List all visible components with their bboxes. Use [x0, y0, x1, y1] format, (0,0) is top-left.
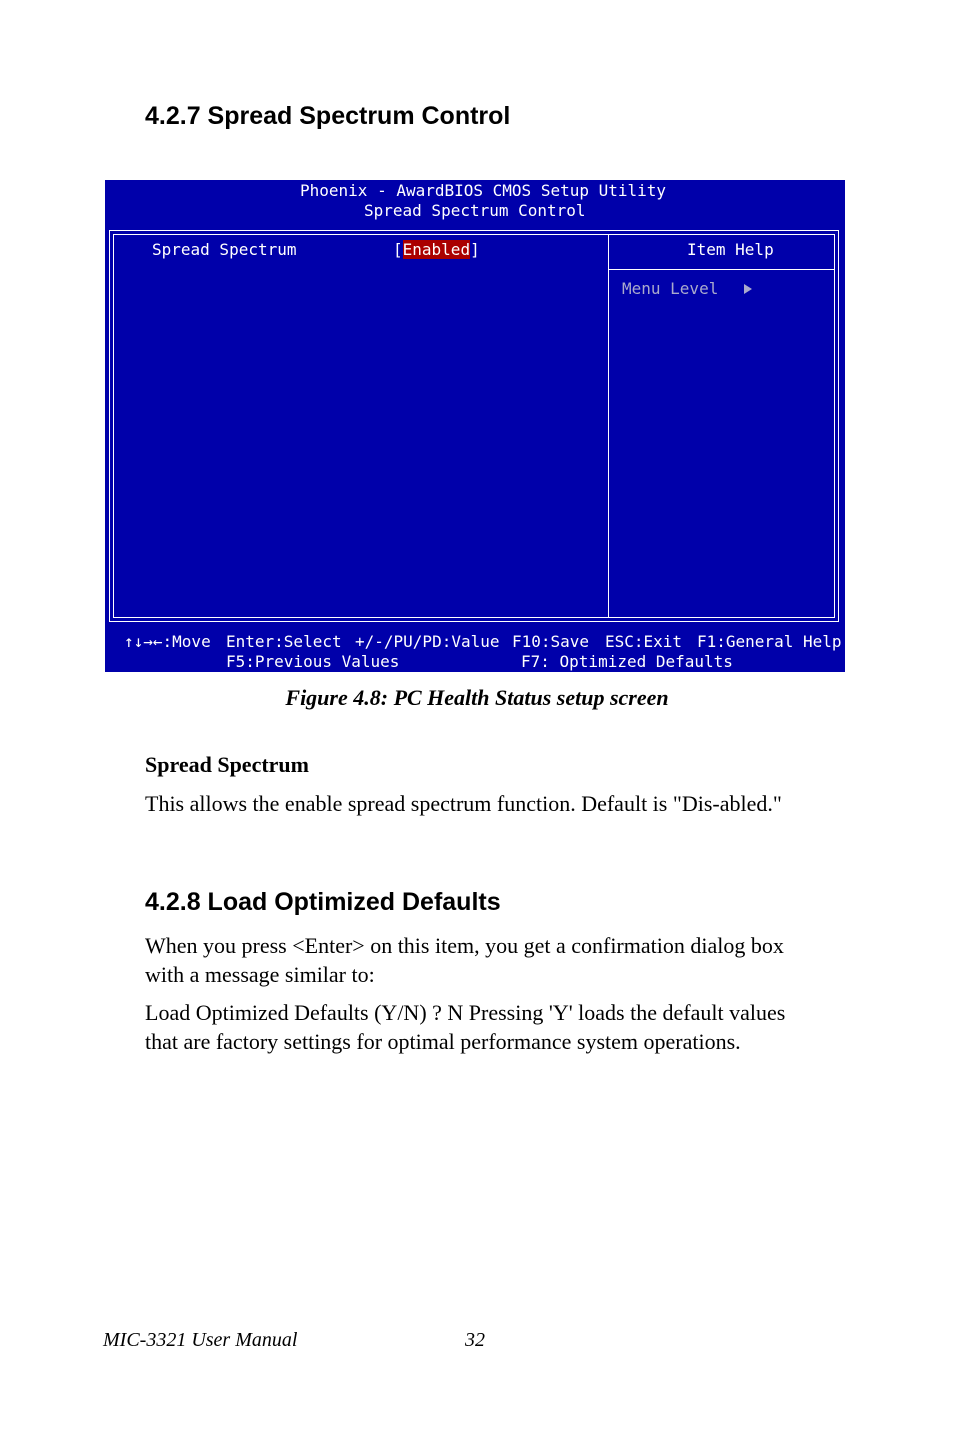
spread-spectrum-description: This allows the enable spread spectrum function. Default is "Dis-abled.": [145, 791, 782, 816]
footer-manual-title: MIC-3321 User Manual: [103, 1329, 298, 1351]
bios-divider-vertical: [608, 234, 609, 618]
footer-page-number: 32: [465, 1329, 485, 1351]
bios-divider-help: [609, 269, 835, 270]
bios-subtitle: Spread Spectrum Control: [364, 201, 586, 220]
bios-item-spread-spectrum-value[interactable]: [393, 240, 480, 260]
section-heading-spread-spectrum-control: 4.2.7 Spread Spectrum Control: [145, 102, 511, 130]
paragraph-line: Load Optimized Defaults (Y/N) ? N Pressing 'Y' loads the default values: [145, 1000, 786, 1025]
bracket-open: [: [393, 240, 403, 259]
bios-footer-optimized-defaults: F7: Optimized Defaults: [521, 652, 733, 671]
bios-item-help-title: Item Help: [687, 240, 774, 259]
figure-caption: Figure 4.8: PC Health Status setup screen: [285, 685, 669, 710]
spread-spectrum-heading: Spread Spectrum: [145, 752, 309, 777]
bios-item-spread-spectrum-label[interactable]: Spread Spectrum: [152, 240, 297, 259]
bios-footer-select: Enter:Select: [226, 632, 342, 651]
bios-title: Phoenix - AwardBIOS CMOS Setup Utility: [300, 181, 667, 200]
bios-footer-move: ↑↓→←:Move: [124, 632, 211, 651]
bios-footer-exit: ESC:Exit: [605, 632, 683, 651]
bios-footer-previous-values: F5:Previous Values: [226, 652, 400, 671]
bios-footer-general-help: F1:General Help: [697, 632, 842, 651]
bracket-close: ]: [470, 240, 480, 259]
bios-setup-screenshot: [105, 180, 845, 672]
bios-footer-value: +/-/PU/PD:Value: [355, 632, 500, 651]
selected-value[interactable]: Enabled: [402, 240, 471, 259]
bios-footer-save: F10:Save: [512, 632, 590, 651]
bios-menu-level: Menu Level: [622, 279, 719, 298]
section-heading-load-optimized-defaults: 4.2.8 Load Optimized Defaults: [145, 888, 501, 916]
bios-frame-inner: [113, 234, 835, 618]
paragraph-line: that are factory settings for optimal performance system operations.: [145, 1029, 741, 1054]
paragraph-line: with a message similar to:: [145, 962, 375, 987]
triangle-right-icon: [743, 283, 753, 295]
paragraph-line: When you press <Enter> on this item, you get a confirmation dialog box: [145, 933, 784, 958]
